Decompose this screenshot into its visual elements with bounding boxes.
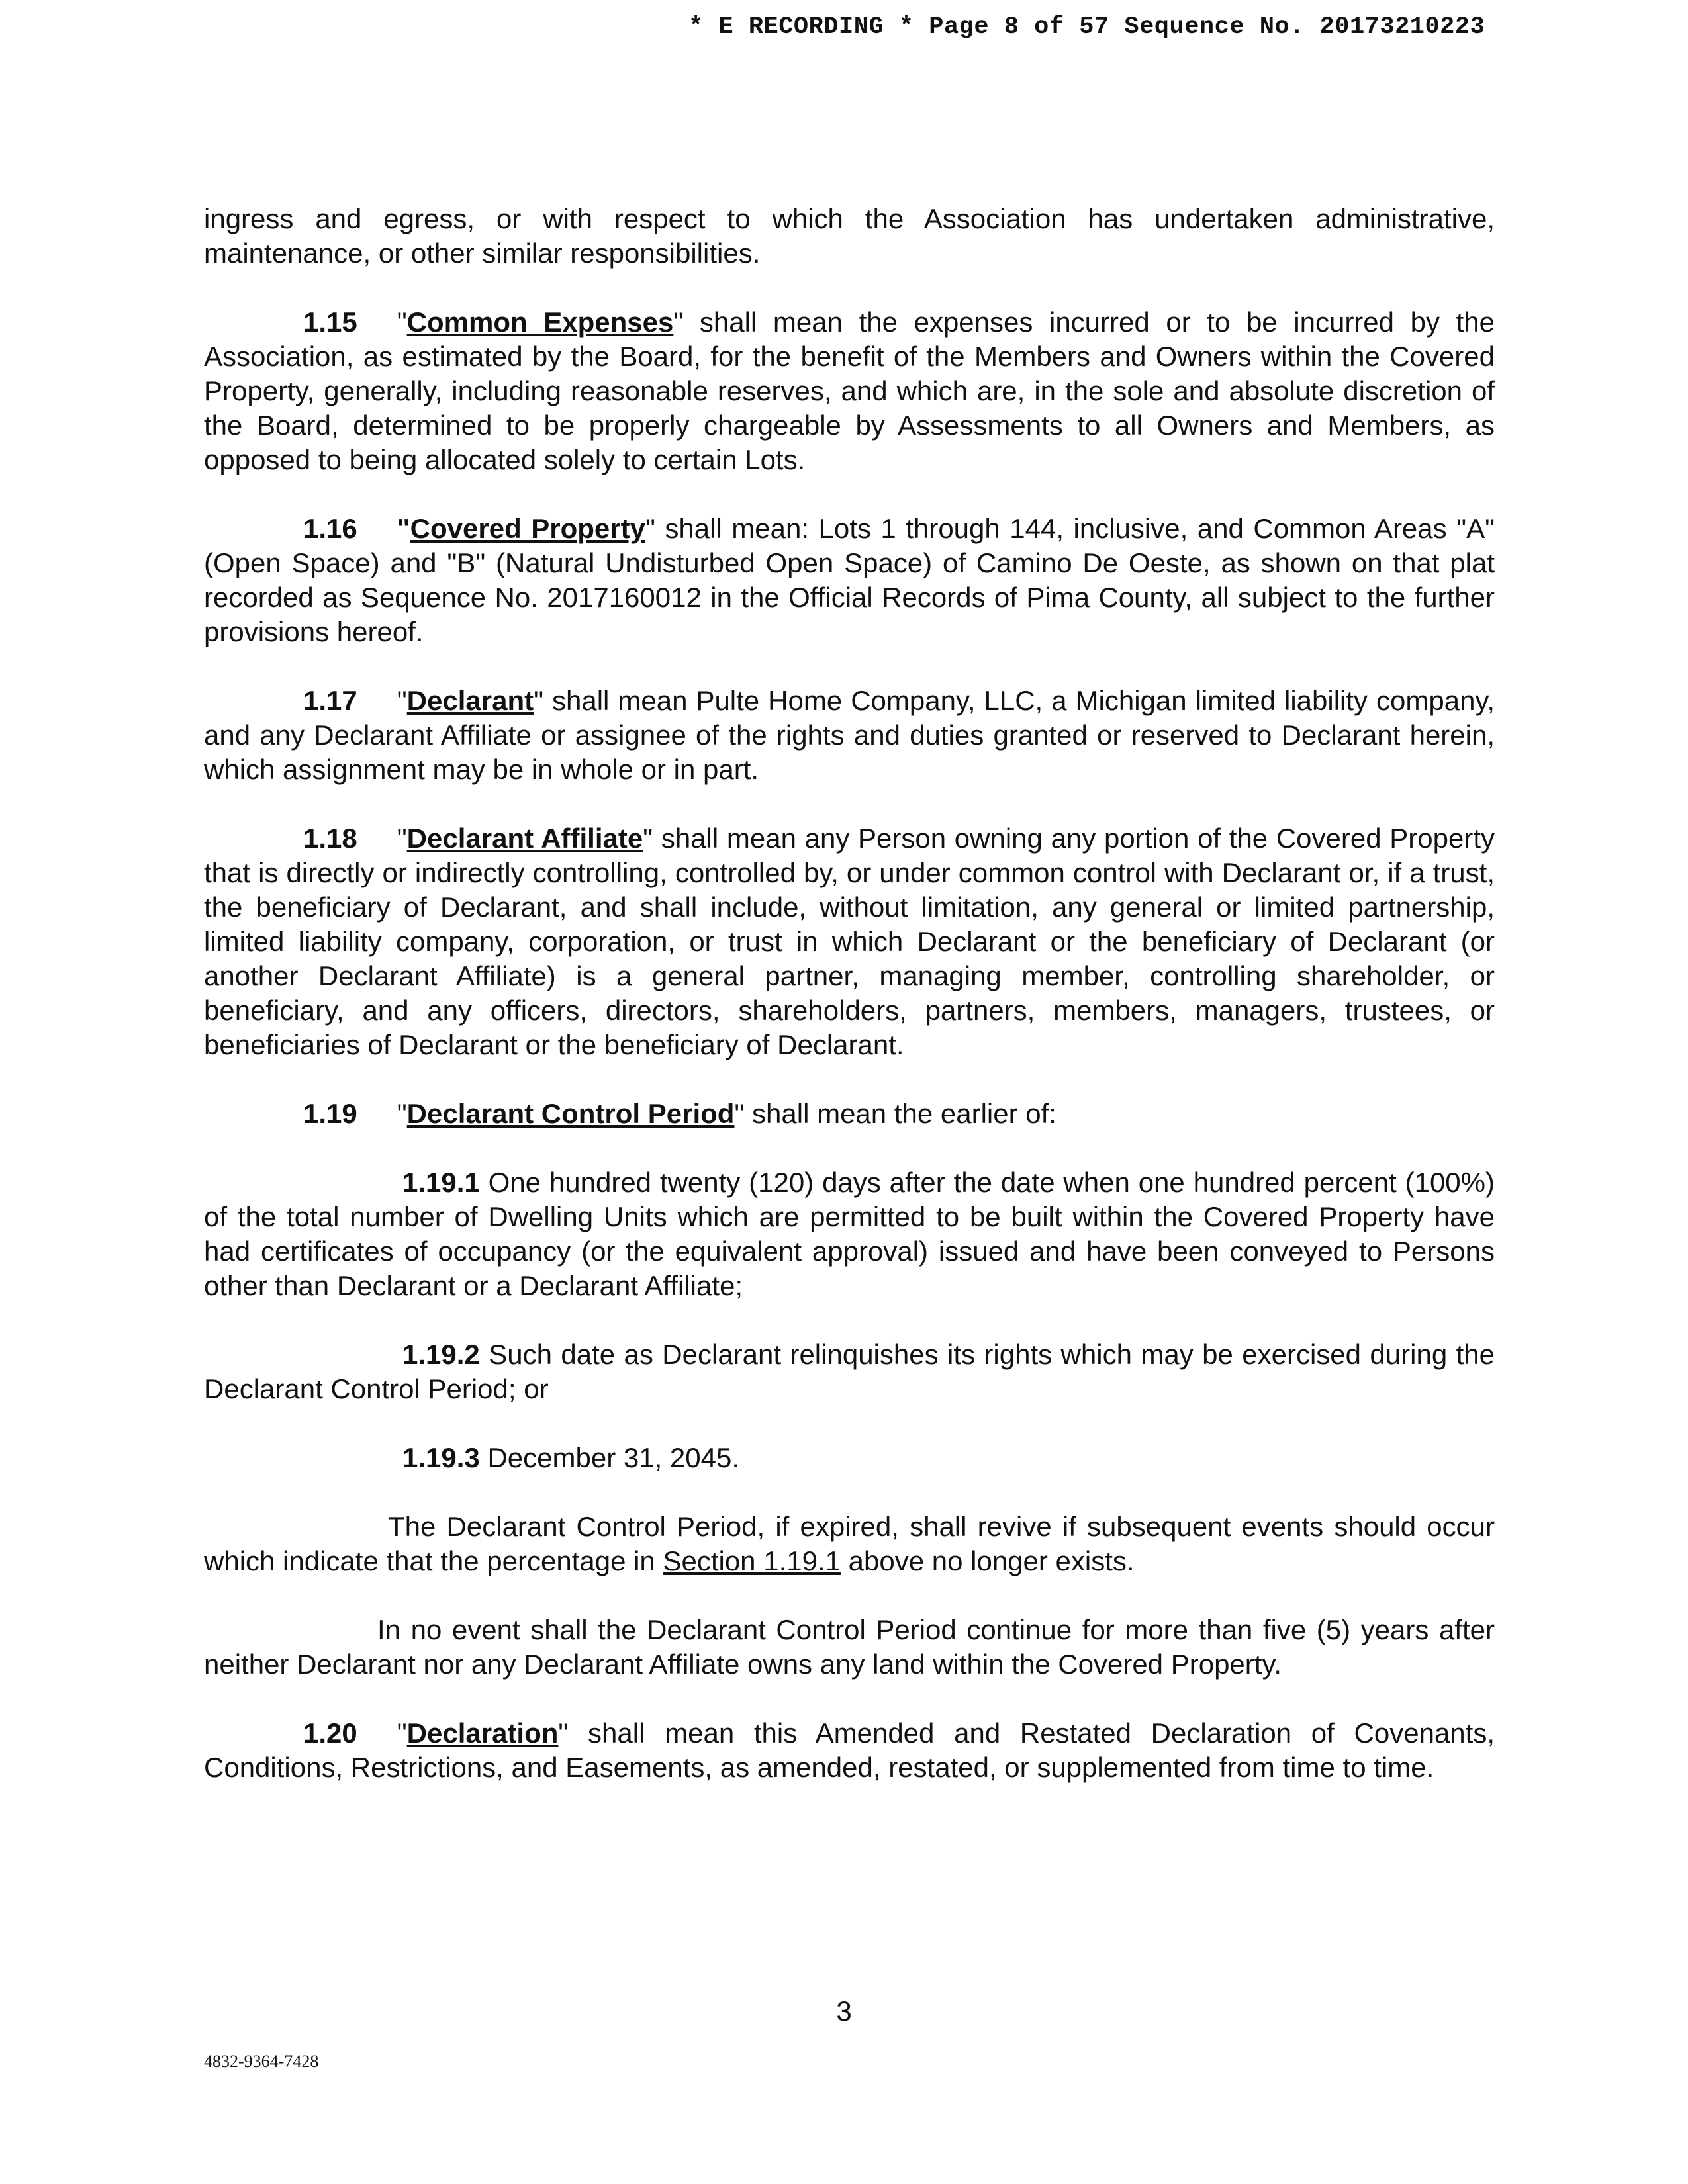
section-text: shall mean any Person owning any portion of the Covered Property that is directly or indirectly controlling, controlled by, or under common control with Declarant or, if a trust, the beneficiary of Declarant, and shall include, without limitation, any general or limited partnership, limited liability company, corporation, or trust in which Declarant or the beneficiary of Declarant (or another Declarant Affiliate) is a general partner, managing member, controlling shareholder, or beneficiary, and any officers, directors, shareholders, partners, members, managers, trustees, or beneficiaries of Declarant or the beneficiary of Declarant.	[204, 823, 1495, 1060]
section-text: shall mean the earlier of:	[744, 1098, 1056, 1129]
revive-paragraph	[204, 1510, 1495, 1578]
section-1-20: 1.20 "Declaration" shall mean this Amended and Restated Declaration of Covenants, Conditions, Restrictions, and Easements, as amended, restated, or supplemented from time to time.	[204, 1717, 1495, 1783]
section-number: 1.17	[303, 685, 357, 716]
section-1-18: 1.18 "Declarant Affiliate" shall mean any Person owning any portion of the Covered Property that is directly or indirectly controlling, controlled by, or under common control with Declarant or, if a trust, the beneficiary of Declarant, and shall include, without limitation, any general or limited partnership, limited liability company, corporation, or trust in which Declarant or the beneficiary of Declarant (or another Declarant Affiliate) is a general partner, managing member, controlling shareholder, or beneficiary, and any officers, directors, shareholders, partners, members, managers, trustees, or beneficiaries of Declarant or the beneficiary of Declarant.	[204, 823, 1495, 1060]
defined-term: Common Expenses	[406, 306, 674, 338]
section-1-19: 1.19 "Declarant Control Period" shall mean the earlier of:	[303, 1098, 1056, 1129]
subsection-text: Such date as Declarant relinquishes its rights which may be exercised during the Declarant Control Period; or	[204, 1339, 1495, 1404]
section-text: shall mean: Lots 1 through 144, inclusive, and Common Areas "A" (Open Space) and "B" (Natural Undisturbed Open Space) of Camino De Oeste, as shown on that plat recorded as Sequence No. 2017160012 in the Official Records of Pima County, all subject to the further provisions hereof.	[204, 513, 1495, 647]
defined-term: Declarant Affiliate	[406, 823, 643, 854]
subsection-text: December 31, 2045.	[479, 1442, 740, 1473]
document-body	[204, 202, 1495, 1819]
section-text: shall mean this Amended and Restated Declaration of Covenants, Conditions, Restrictions, and Easements, as amended, restated, or supplemented from time to time.	[204, 1717, 1495, 1783]
subsection-1-19-2	[204, 1338, 1495, 1406]
defined-term: Declarant	[406, 685, 534, 716]
section-1-15: 1.15 "Common Expenses" shall mean the expenses incurred or to be incurred by the Association, as estimated by the Board, for the benefit of the Members and Owners within the Covered Property, generally, including reasonable reserves, and which are, in the sole and absolute discretion of the Board, determined to be properly chargeable by Assessments to all Owners and Members, as opposed to being allocated solely to certain Lots.	[204, 306, 1495, 475]
recording-header: * E RECORDING * Page 8 of 57 Sequence No. 20173210223	[688, 13, 1485, 41]
intro-paragraph: ingress and egress, or with respect to which the Association has undertaken administrative, maintenance, or other similar responsibilities.	[204, 203, 1495, 269]
subsection-text: One hundred twenty (120) days after the date when one hundred percent (100%) of the total number of Dwelling Units which are permitted to be built within the Covered Property have had certificates of occupancy (or the equivalent approval) issued and have been conveyed to Persons other than Declarant or a Declarant Affiliate;	[204, 1167, 1495, 1301]
document-id: 4832-9364-7428	[204, 2052, 319, 2071]
section-number: 1.15	[303, 306, 357, 338]
subsection-number: 1.19.1	[402, 1167, 480, 1198]
page-number: 3	[836, 1995, 852, 2026]
section-1-17: 1.17 "Declarant" shall mean Pulte Home Company, LLC, a Michigan limited liability company, and any Declarant Affiliate or assignee of the rights and duties granted or reserved to Declarant herein, which assignment may be in whole or in part.	[204, 685, 1495, 785]
section-number: 1.18	[303, 823, 357, 854]
defined-term: Covered Property	[410, 513, 645, 544]
section-number: 1.19	[303, 1098, 357, 1129]
section-1-16: 1.16 "Covered Property" shall mean: Lots 1 through 144, inclusive, and Common Areas "A" (Open Space) and "B" (Natural Undisturbed Open Space) of Camino De Oeste, as shown on that plat recorded as Sequence No. 2017160012 in the Official Records of Pima County, all subject to the further provisions hereof.	[204, 513, 1495, 647]
section-number: 1.20	[303, 1717, 357, 1749]
defined-term: Declaration	[406, 1717, 559, 1749]
defined-term: Declarant Control Period	[406, 1098, 735, 1129]
section-number: 1.16	[303, 513, 357, 544]
subsection-number: 1.19.3	[402, 1442, 480, 1473]
section-text: shall mean Pulte Home Company, LLC, a Michigan limited liability company, and any Declarant Affiliate or assignee of the rights and duties granted or reserved to Declarant herein, which assignment may be in whole or in part.	[204, 685, 1495, 785]
section-reference-link: Section 1.19.1	[663, 1545, 841, 1576]
subsection-number: 1.19.2	[402, 1339, 480, 1370]
revive-text-end: above no longer exists.	[840, 1545, 1135, 1576]
subsection-1-19-1	[204, 1165, 1495, 1303]
revive-text: The Declarant Control Period, if expired, shall revive if subsequent events should occur which indicate that the percentage in	[204, 1511, 1495, 1576]
subsection-1-19-3	[204, 1441, 1495, 1475]
section-text: shall mean the expenses incurred or to be incurred by the Association, as estimated by the Board, for the benefit of the Members and Owners within the Covered Property, generally, including reasonable reserves, and which are, in the sole and absolute discretion of the Board, determined to be properly chargeable by Assessments to all Owners and Members, as opposed to being allocated solely to certain Lots.	[204, 306, 1495, 475]
limit-paragraph: In no event shall the Declarant Control Period continue for more than five (5) years after neither Declarant nor any Declarant Affiliate owns any land within the Covered Property.	[204, 1614, 1495, 1680]
